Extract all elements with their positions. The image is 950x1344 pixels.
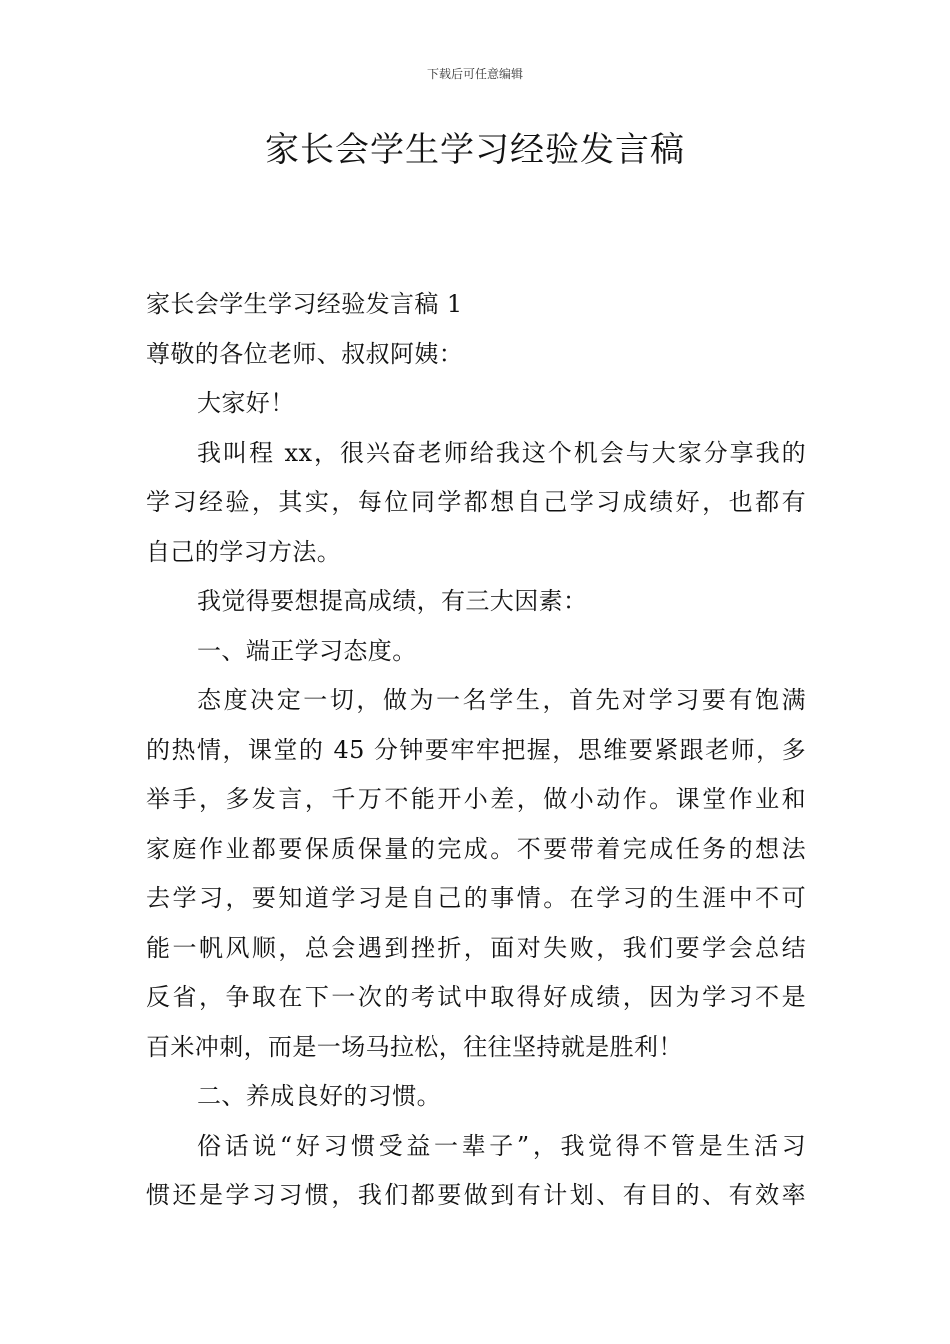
text-line: 家庭作业都要保质保量的完成。不要带着完成任务的想法 [146, 834, 806, 863]
text-line: 大家好！ [197, 389, 295, 417]
text-line: 学习经验，其实，每位同学都想自己学习成绩好，也都有 [146, 488, 806, 516]
text-line: 的热情，课堂的 45 分钟要牢牢把握，思维要紧跟老师，多 [146, 735, 806, 764]
text-line: 百米冲刺，而是一场马拉松，往往坚持就是胜利！ [146, 1032, 683, 1061]
text-line: 尊敬的各位老师、叔叔阿姨： [146, 339, 464, 368]
text-line: 惯还是学习习惯，我们都要做到有计划、有目的、有效率 [146, 1181, 806, 1209]
text-line: 一、端正学习态度。 [197, 636, 417, 665]
header-note: 下载后可任意编辑 [426, 67, 523, 81]
text-line: 态度决定一切，做为一名学生，首先对学习要有饱满 [197, 686, 806, 714]
document-body [146, 280, 806, 1221]
text-line: 二、养成良好的习惯。 [197, 1082, 441, 1110]
text-line: 能一帆风顺，总会遇到挫折，面对失败，我们要学会总结 [146, 933, 806, 962]
text-line: 举手，多发言，千万不能开小差，做小动作。课堂作业和 [146, 785, 806, 813]
document-title: 家长会学生学习经验发言稿 [265, 130, 685, 170]
text-line: 反省，争取在下一次的考试中取得好成绩，因为学习不是 [146, 983, 806, 1011]
text-line: 家长会学生学习经验发言稿 1 [146, 290, 463, 318]
text-line: 自己的学习方法。 [146, 537, 342, 566]
text-line: 俗话说“好习惯受益一辈子”，我觉得不管是生活习 [197, 1131, 806, 1160]
text-line: 我觉得要想提高成绩，有三大因素： [197, 587, 588, 615]
text-line: 我叫程 xx，很兴奋老师给我这个机会与大家分享我的 [197, 438, 806, 467]
text-line: 去学习，要知道学习是自己的事情。在学习的生涯中不可 [146, 884, 806, 912]
